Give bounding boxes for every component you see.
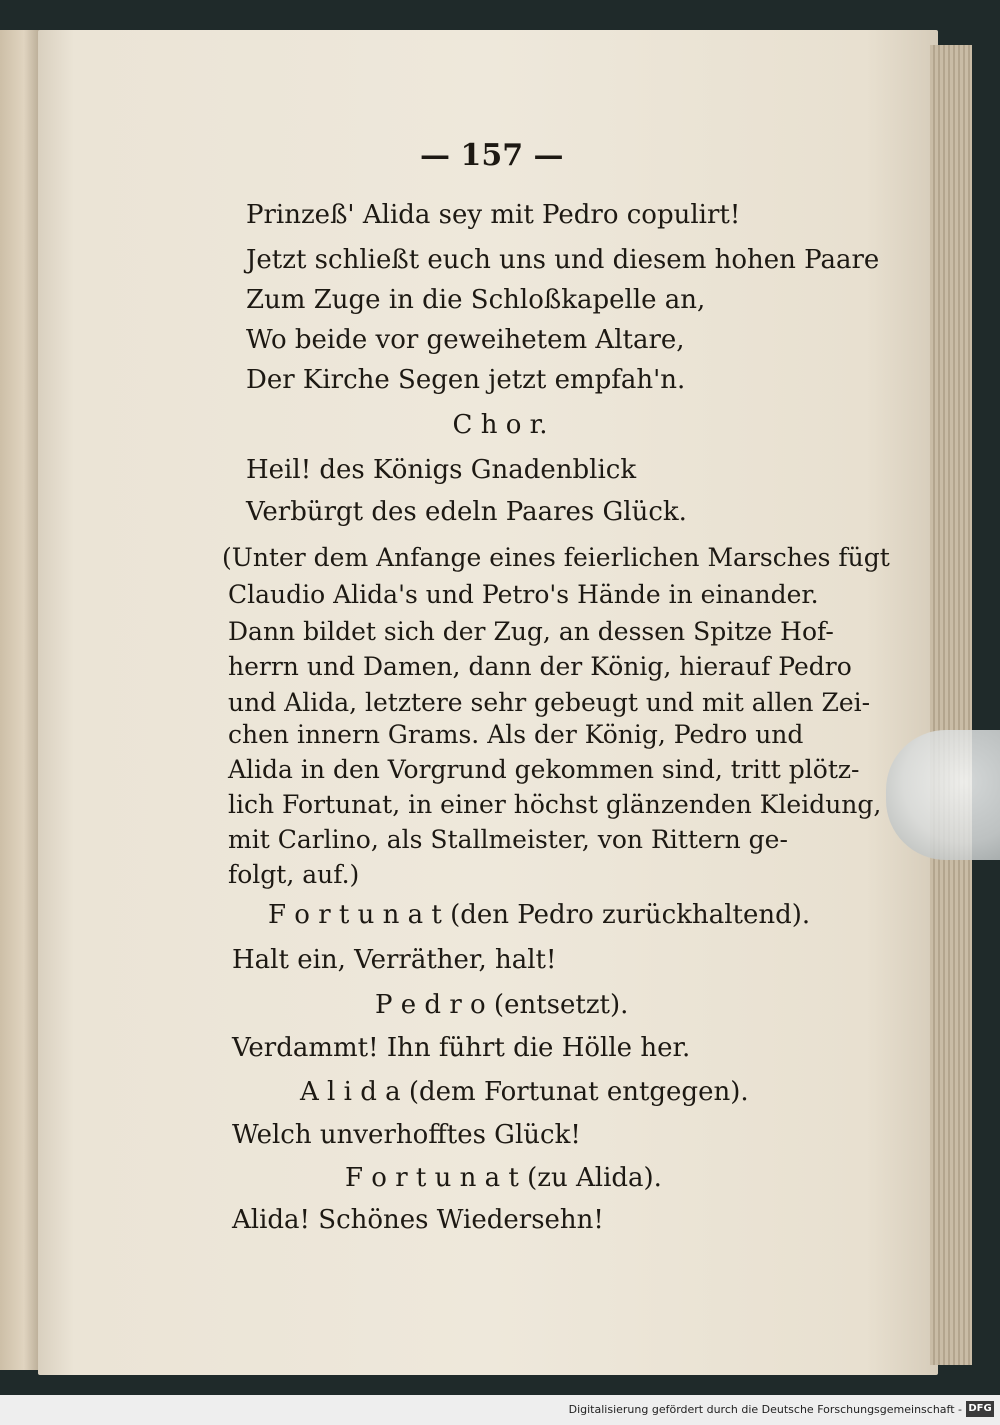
verse-line: Jetzt schließt euch uns und diesem hohen Paare: [246, 245, 880, 275]
chor-line: Heil! des Königs Gnadenblick: [246, 455, 637, 485]
stage-direction-line: und Alida, letztere sehr gebeugt und mit allen Zei-: [228, 688, 871, 717]
dialogue-line: Halt ein, Verräther, halt!: [232, 945, 557, 975]
speaker-label: F o r t u n a t (zu Alida).: [345, 1163, 662, 1193]
chor-line: Verbürgt des edeln Paares Glück.: [246, 497, 687, 527]
glass-clip: [886, 730, 1000, 860]
stage-direction-line: lich Fortunat, in einer höchst glänzenden Kleidung,: [228, 790, 882, 819]
stage-direction-line: mit Carlino, als Stallmeister, von Rittern ge-: [228, 825, 788, 854]
verse-line: Zum Zuge in die Schloßkapelle an,: [246, 285, 706, 315]
footer-credit: Digitalisierung gefördert durch die Deutsche Forschungsgemeinschaft -: [568, 1403, 962, 1416]
dfg-logo: DFG: [966, 1401, 994, 1417]
dialogue-line: Verdammt! Ihn führt die Hölle her.: [232, 1033, 691, 1063]
speaker-label: A l i d a (dem Fortunat entgegen).: [300, 1077, 749, 1107]
speaker-label: P e d r o (entsetzt).: [375, 990, 629, 1020]
dialogue-line: Alida! Schönes Wiedersehn!: [232, 1205, 604, 1235]
verse-line: Wo beide vor geweihetem Altare,: [246, 325, 685, 355]
stage-direction-line: Claudio Alida's und Petro's Hände in einander.: [228, 580, 819, 609]
stage-direction-line: herrn und Damen, dann der König, hierauf Pedro: [228, 652, 852, 681]
stage-direction-line: Alida in den Vorgrund gekommen sind, tritt plötz-: [228, 755, 860, 784]
page-number: — 157 —: [420, 138, 564, 173]
page-stack-edge: [930, 45, 972, 1365]
dialogue-line: Welch unverhofftes Glück!: [232, 1120, 581, 1150]
verse-line: Prinzeß' Alida sey mit Pedro copulirt!: [246, 200, 741, 230]
stage-direction-line: Dann bildet sich der Zug, an dessen Spitze Hof-: [228, 617, 834, 646]
stage-direction-line: chen innern Grams. Als der König, Pedro und: [228, 720, 804, 749]
chor-heading: C h o r.: [452, 410, 548, 440]
verse-line: Der Kirche Segen jetzt empfah'n.: [246, 365, 686, 395]
speaker-label: F o r t u n a t (den Pedro zurückhaltend).: [268, 900, 811, 930]
stage-direction-line: (Unter dem Anfange eines feierlichen Marsches fügt: [222, 543, 890, 572]
stage-direction-line: folgt, auf.): [228, 860, 360, 889]
left-page-edge: [0, 30, 40, 1370]
